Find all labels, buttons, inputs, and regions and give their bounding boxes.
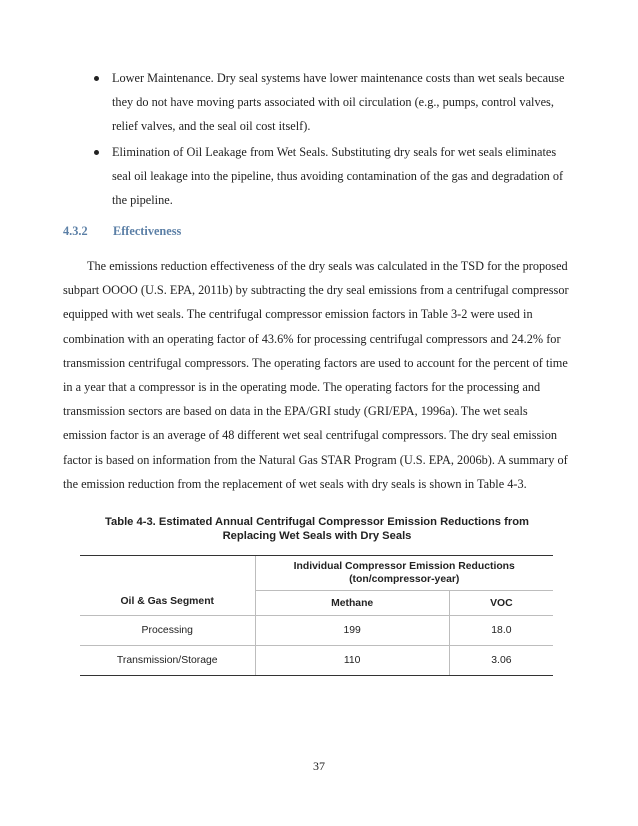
methane-cell: 110 — [255, 646, 449, 676]
table-row — [80, 616, 553, 646]
bullet-text: Lower Maintenance. Dry seal systems have lower maintenance costs than wet seals because they do not have moving parts associated with oil circulation (e.g., pumps, control valves, relief valves, and the seal oil cost itself). — [112, 71, 565, 134]
table-row — [80, 646, 553, 676]
bullet-list — [88, 66, 568, 212]
bullet-text: Elimination of Oil Leakage from Wet Seals. Substituting dry seals for wet seals eliminates seal oil leakage into the pipeline, thus avoiding contamination of the gas and degradation of the pipeline. — [112, 144, 564, 208]
section-title: Effectiveness — [113, 224, 182, 238]
bullet-icon — [94, 76, 99, 81]
segment-column-header — [80, 556, 255, 616]
voc-cell: 3.06 — [449, 646, 553, 676]
page-number: 37 — [313, 759, 325, 773]
voc-column-header: VOC — [449, 591, 553, 616]
group-header-line: (ton/compressor-year) — [349, 574, 460, 585]
section-number: 4.3.2 — [63, 224, 88, 238]
table-caption — [63, 516, 571, 543]
emission-reductions-table — [80, 555, 553, 676]
table-caption-line: Table 4-3. Estimated Annual Centrifugal Compressor Emission Reductions from — [105, 516, 529, 528]
group-header-line: Individual Compressor Emission Reductions — [293, 561, 515, 572]
methane-column-header: Methane — [255, 591, 449, 616]
bullet-icon — [94, 150, 99, 155]
section-heading — [63, 224, 181, 239]
segment-cell: Processing — [80, 616, 255, 646]
bullet-item-oil-leakage — [88, 140, 568, 213]
voc-cell: 18.0 — [449, 616, 553, 646]
group-column-header — [255, 556, 553, 591]
methane-cell: 199 — [255, 616, 449, 646]
table-caption-line: Replacing Wet Seals with Dry Seals — [222, 529, 412, 542]
segment-header-label: Oil & Gas Segment — [120, 596, 215, 607]
bullet-item-lower-maintenance — [88, 66, 568, 139]
segment-cell: Transmission/Storage — [80, 646, 255, 676]
body-paragraph: The emissions reduction effectiveness of the dry seals was calculated in the TSD for the proposed subpart OOOO (U.S. EPA, 2011b) by subtracting the dry seal emissions from a centrifugal compressor equipped with wet seals. The centrifugal compressor emission factors in Table 3-2 were used in combination with an operating factor of 43.6% for processing centrifugal compressors and 24.2% for transmission centrifugal compressors. The operating factors are used to account for the percent of time in a year that a compressor is in the operating mode. The operating factors for the processing and transmission sectors are based on data in the EPA/GRI study (GRI/EPA, 1996a). The wet seals emission factor is an average of 48 different wet seal centrifugal compressors. The dry seal emission factor is based on information from the Natural Gas STAR Program (U.S. EPA, 2006b). A summary of the emission reduction from the replacement of wet seals with dry seals is shown in Table 4-3. — [63, 259, 569, 491]
